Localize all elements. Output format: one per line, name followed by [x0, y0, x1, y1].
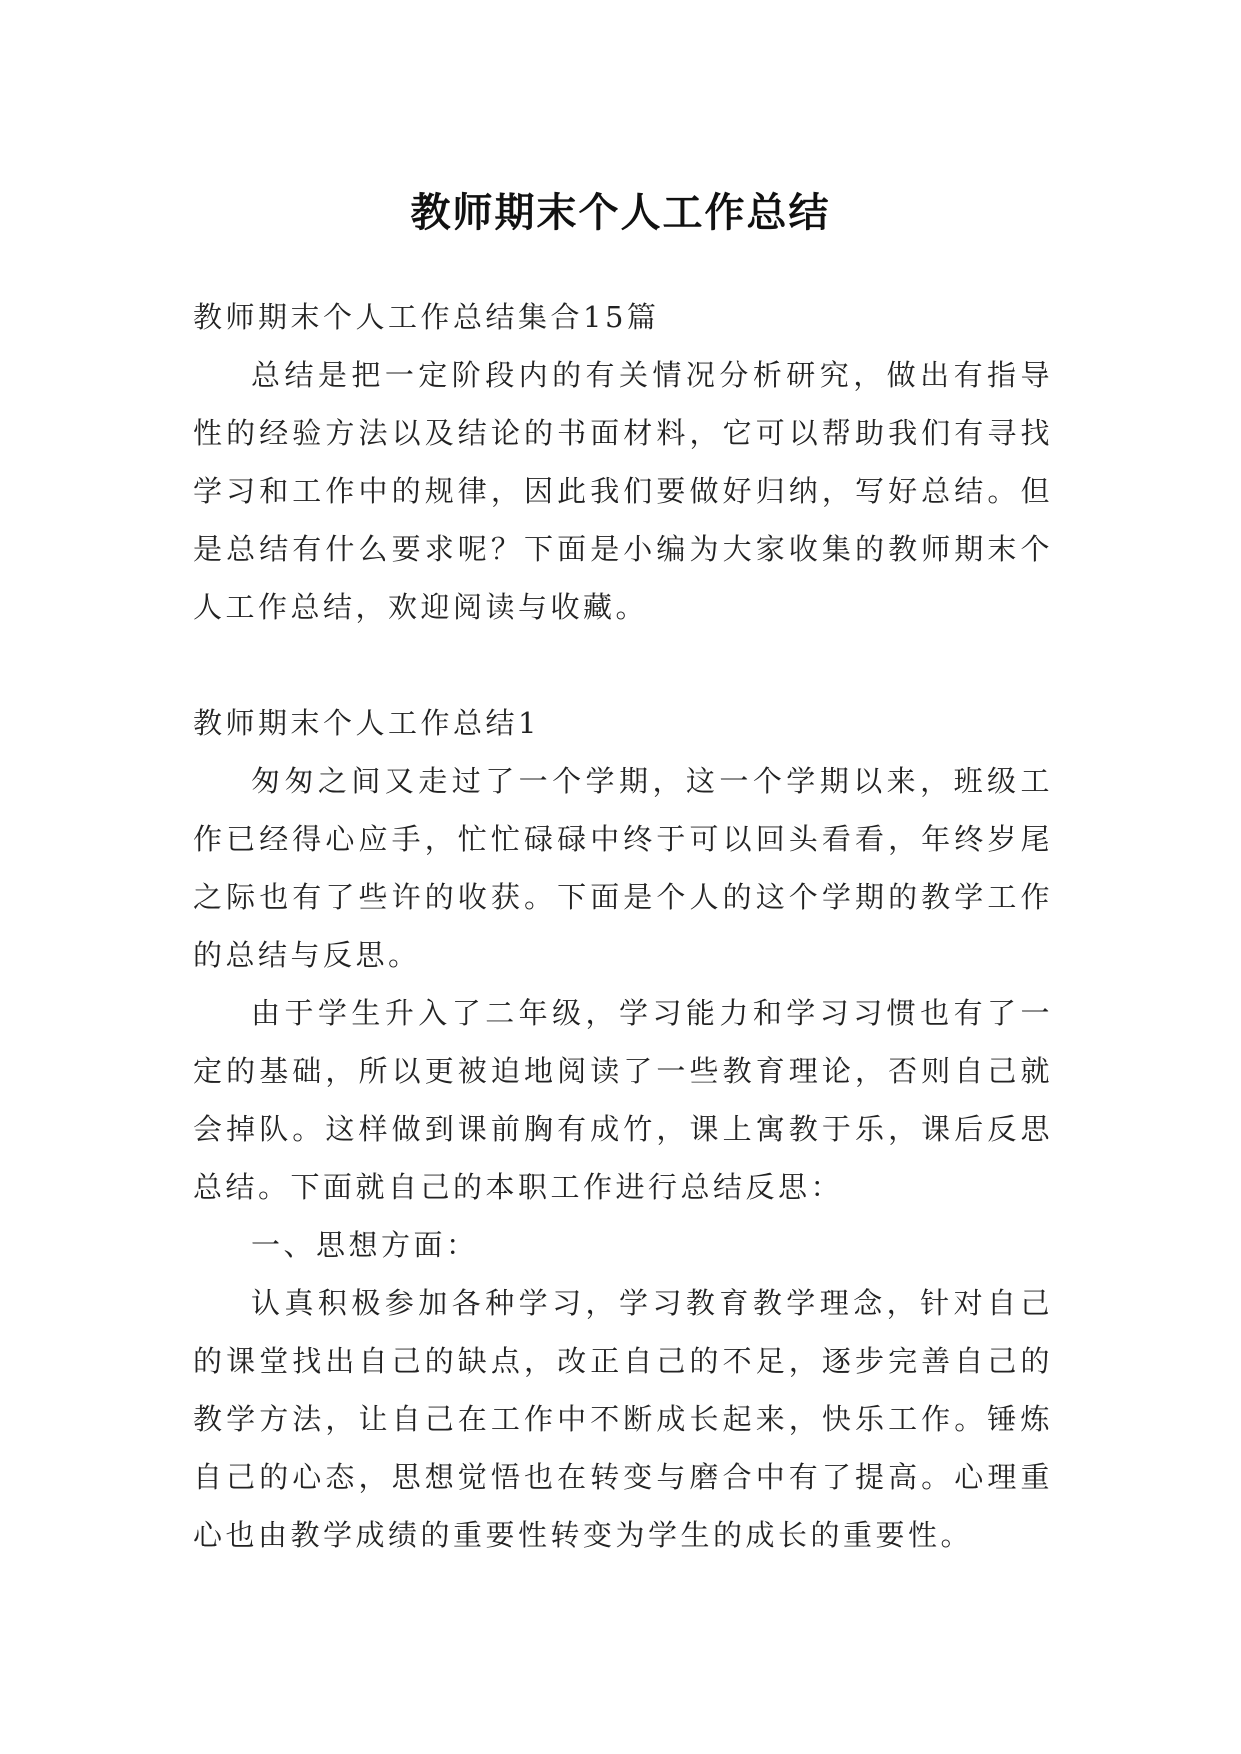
- document-body: [193, 288, 1053, 1564]
- subsection-heading: 一、思想方面：: [251, 1228, 479, 1262]
- section-heading: 教师期末个人工作总结1: [193, 706, 540, 740]
- collection-heading: 教师期末个人工作总结集合15篇: [193, 300, 660, 334]
- section-spacer: [193, 636, 1053, 694]
- body-paragraph: 匆匆之间又走过了一个学期，这一个学期以来，班级工作已经得心应手，忙忙碌碌中终于可以回头看看，年终岁尾之际也有了些许的收获。下面是个人的这个学期的教学工作的总结与反思。: [193, 764, 1053, 972]
- body-paragraph: 由于学生升入了二年级，学习能力和学习习惯也有了一定的基础，所以更被迫地阅读了一些教育理论，否则自己就会掉队。这样做到课前胸有成竹，课上寓教于乐，课后反思总结。下面就自己的本职工作进行总结反思：: [193, 996, 1053, 1204]
- document-title: 教师期末个人工作总结: [410, 189, 831, 236]
- intro-paragraph: 总结是把一定阶段内的有关情况分析研究，做出有指导性的经验方法以及结论的书面材料，它可以帮助我们有寻找学习和工作中的规律，因此我们要做好归纳，写好总结。但是总结有什么要求呢？下面是小编为大家收集的教师期末个人工作总结，欢迎阅读与收藏。: [193, 358, 1053, 624]
- body-paragraph: 认真积极参加各种学习，学习教育教学理念，针对自己的课堂找出自己的缺点，改正自己的不足，逐步完善自己的教学方法，让自己在工作中不断成长起来，快乐工作。锤炼自己的心态，思想觉悟也在转变与磨合中有了提高。心理重心也由教学成绩的重要性转变为学生的成长的重要性。: [193, 1286, 1053, 1552]
